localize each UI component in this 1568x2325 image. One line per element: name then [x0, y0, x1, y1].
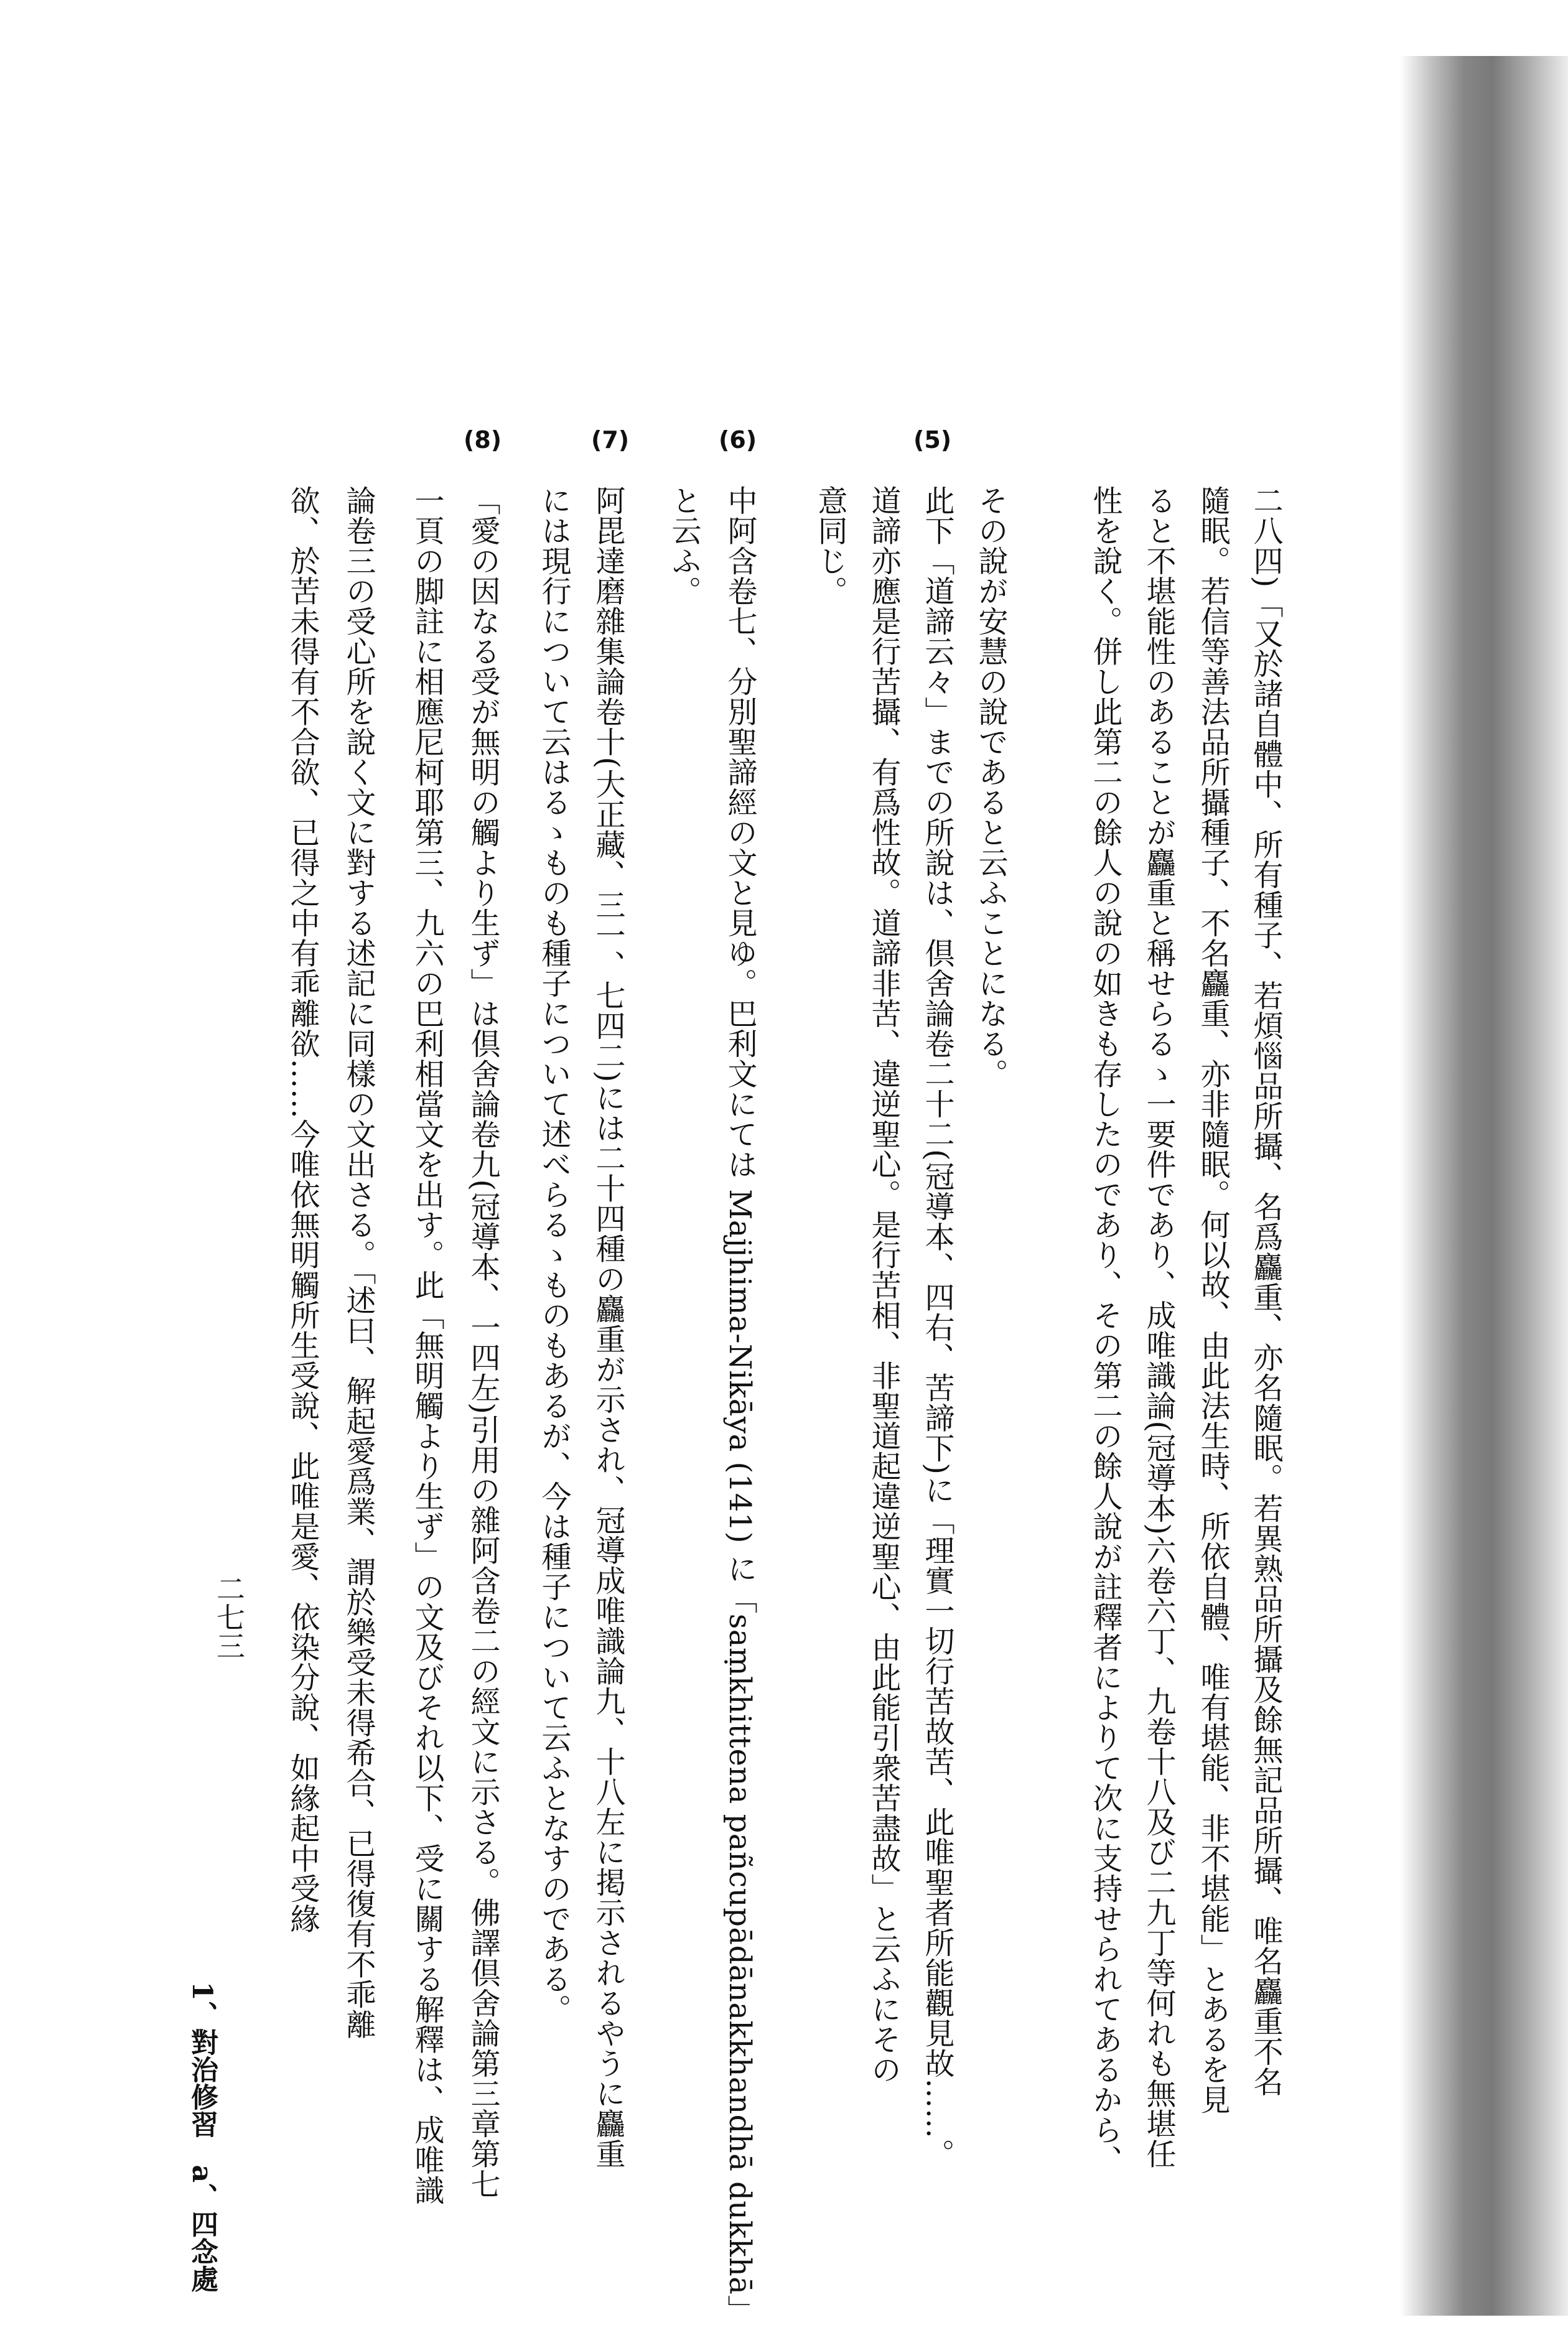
text-line: 二八四)「又於諸自體中、所有種子、若煩惱品所攝、名爲麤重、亦名隨眠。若異熟品所攝及餘無記品所攝、唯名麤重不名: [1248, 485, 1283, 2097]
running-head: 1、對治修習 a、四念處: [186, 1982, 218, 2293]
text-line: 阿毘達磨雜集論卷十(大正藏、三一、七四二)には二十四種の麤重が示され、冠導成唯識論九、十八左に掲示されるやうに麤重: [590, 485, 625, 2169]
text-line: 論卷三の受心所を說く文に對する述記に同樣の文出さる。「述曰、解起愛爲業、謂於樂受未得希合、已得復有不乖離: [341, 485, 376, 2039]
scan-edge-shadow: [1400, 0, 1568, 2316]
scan-edge-top: [1400, 0, 1568, 56]
note-marker-5: (5): [913, 426, 952, 454]
text-line: 性を說く。併し此第二の餘人の說の如きも存したのであり、その第二の餘人說が註釋者によりて次に支持せられてあるから、: [1088, 485, 1122, 2175]
text-line: 意同じ。: [813, 485, 847, 606]
text-line: 中阿含卷七、分別聖諦經の文と見ゆ。巴利文にては Majjhima-Nikāya (141) に「saṃkhittena pañcupādānakkhandhā dukkhā」: [722, 485, 757, 2325]
text-line: 一頁の脚註に相應尼柯耶第三、九六の巴利相當文を出す。此「無明觸より生ず」の文及びそれ以下、受に關する解釋は、成唯識: [409, 485, 444, 2206]
note-marker-7: (7): [591, 426, 630, 454]
text-line: 「愛の因なる受が無明の觸より生ず」は倶舍論卷九(冠導本、一四左)引用の雜阿含卷二の經文に示さる。佛譯倶舍論第三章第七: [465, 485, 500, 2199]
text-line: ると不堪能性のあることが麤重と稱せらるゝ一要件であり、成唯識論(冠導本)六卷六丁、九卷十八及び二九丁等何れも無堪任: [1141, 485, 1176, 2169]
page-number: 二七三: [212, 1574, 246, 1660]
text-line: 道諦亦應是行苦攝、有爲性故。道諦非苦、違逆聖心。是行苦相、非聖道起違逆聖心、由此能引衆苦盡故」と云ふにその: [866, 485, 901, 2085]
text-line: 此下「道諦云々」までの所說は、倶舍論卷二十二(冠導本、四右、苦諦下)に「理實一切行苦故苦、此唯聖者所能觀見故……。: [920, 485, 954, 2169]
note-marker-6: (6): [719, 426, 757, 454]
text-line: と云ふ。: [666, 485, 701, 606]
text-line: には現行について云はるゝものも種子について述べらるゝものもあるが、今は種子について云ふとなすのである。: [536, 485, 571, 2024]
text-line: その說が安慧の說であると云ふことになる。: [973, 485, 1008, 1089]
text-line: 隨眠。若信等善法品所攝種子、不名麤重、亦非隨眠。何以故、由此法生時、所依自體、唯有堪能、非不堪能」とあるを見: [1195, 485, 1230, 2115]
text-line: 欲、於苦未得有不合欲、已得之中有乖離欲……今唯依無明觸所生受說、此唯是愛、依染分說、如緣起中受緣: [285, 485, 320, 1934]
note-marker-8: (8): [464, 426, 502, 454]
